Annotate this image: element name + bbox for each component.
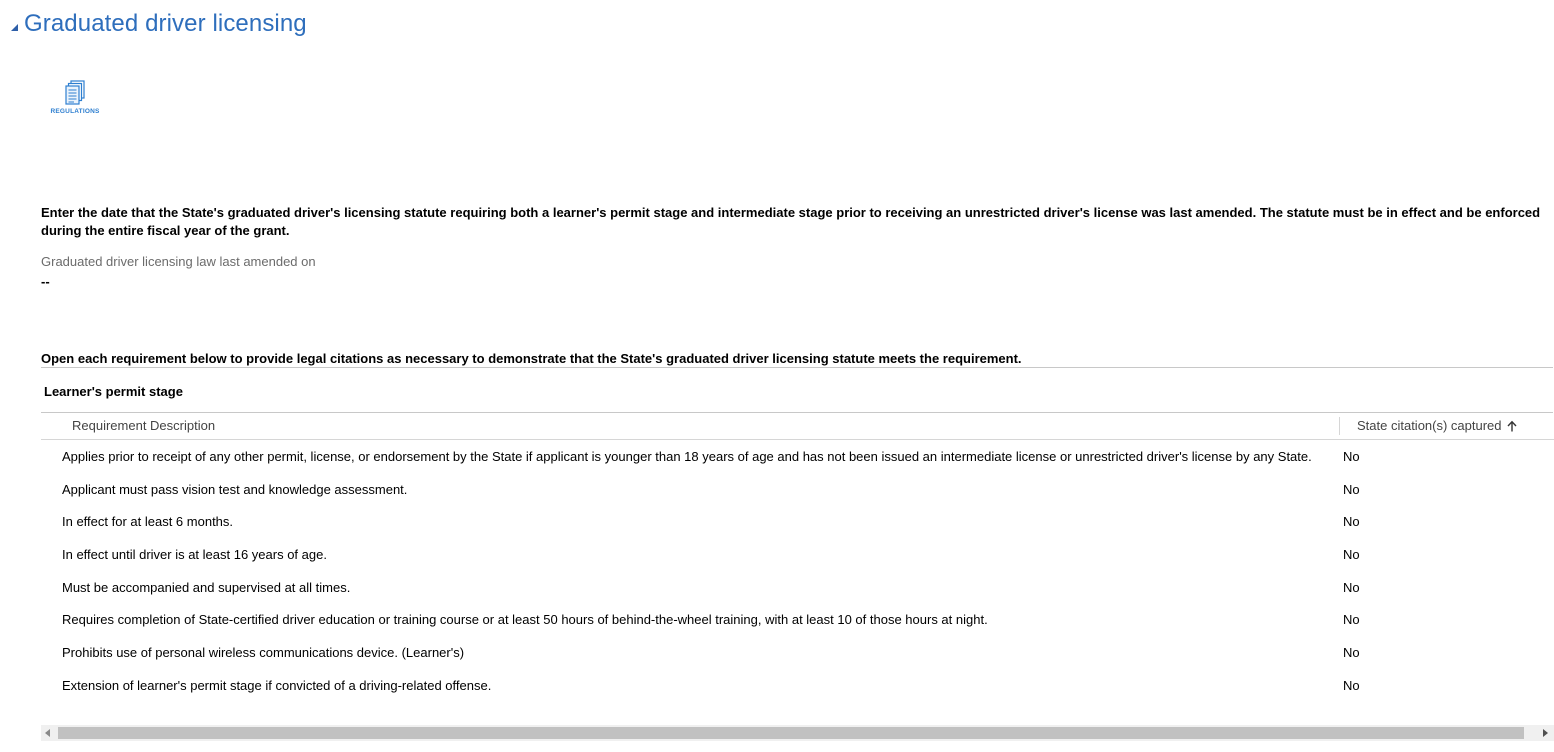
table-row[interactable]: [41, 572, 1554, 605]
table-row[interactable]: [41, 637, 1554, 670]
requirements-grid: [41, 441, 1554, 703]
citation-captured-value: No: [1343, 579, 1360, 595]
section-header[interactable]: [11, 8, 307, 40]
group-title-learners-permit: Learner's permit stage: [44, 384, 183, 399]
date-instructions: Enter the date that the State's graduated driver's licensing statute requiring both a learner's permit stage and intermediate stage prior to receiving an unrestricted driver's license was last amended. The statute must be in effect and be enforced during the entire fiscal year of the grant.: [41, 205, 1541, 238]
citation-captured-value: No: [1343, 514, 1360, 530]
scroll-left-arrow-icon[interactable]: [45, 729, 50, 737]
amended-date-value[interactable]: --: [41, 274, 50, 289]
citation-captured-value: No: [1343, 645, 1360, 661]
requirement-description: In effect for at least 6 months.: [62, 514, 234, 530]
requirement-description: Applicant must pass vision test and knowledge assessment.: [62, 481, 408, 497]
requirement-description: Applies prior to receipt of any other permit, license, or endorsement by the State if applicant is younger than 18 years of age and has not been issued an intermediate license or unrestricted driver's license by any State.: [62, 449, 1312, 464]
requirement-description: Requires completion of State-certified driver education or training course or at least 50 hours of behind-the-wheel training, with at least 10 of those hours at night.: [62, 612, 988, 628]
table-row[interactable]: [41, 506, 1554, 539]
regulations-label: REGULATIONS: [50, 108, 100, 115]
column-header-label: State citation(s) captured: [1357, 418, 1502, 433]
table-row[interactable]: [41, 604, 1554, 637]
section-title: Graduated driver licensing: [24, 10, 307, 37]
requirements-instructions: Open each requirement below to provide legal citations as necessary to demonstrate that the State's graduated driver licensing statute meets the requirement.: [41, 351, 1022, 366]
scrollbar-thumb[interactable]: [58, 727, 1524, 739]
documents-icon: [63, 80, 87, 106]
requirement-description: Must be accompanied and supervised at all times.: [62, 579, 351, 595]
table-row[interactable]: [41, 441, 1554, 474]
grid-header: [41, 413, 1554, 440]
column-header-requirement-description[interactable]: Requirement Description: [72, 418, 216, 433]
table-row[interactable]: [41, 539, 1554, 572]
requirement-description: Extension of learner's permit stage if convicted of a driving-related offense.: [62, 677, 492, 693]
column-separator[interactable]: [1339, 417, 1340, 435]
requirement-description: Prohibits use of personal wireless communications device. (Learner's): [62, 645, 465, 661]
citation-captured-value: No: [1343, 547, 1360, 563]
scroll-right-arrow-icon[interactable]: [1543, 729, 1548, 737]
citation-captured-value: No: [1343, 677, 1360, 693]
divider: [41, 367, 1553, 368]
sort-ascending-icon[interactable]: [1507, 420, 1517, 432]
horizontal-scrollbar[interactable]: [41, 725, 1554, 741]
citation-captured-value: No: [1343, 481, 1360, 497]
citation-captured-value: No: [1343, 612, 1360, 628]
table-row[interactable]: [41, 474, 1554, 507]
citation-captured-value: No: [1343, 449, 1360, 464]
table-row[interactable]: [41, 670, 1554, 703]
amended-date-label: Graduated driver licensing law last amended on: [41, 254, 316, 269]
requirement-description: In effect until driver is at least 16 years of age.: [62, 547, 327, 563]
regulations-button[interactable]: [50, 80, 100, 122]
collapse-caret-icon[interactable]: [11, 24, 18, 31]
column-header-state-citations[interactable]: [1357, 413, 1517, 439]
